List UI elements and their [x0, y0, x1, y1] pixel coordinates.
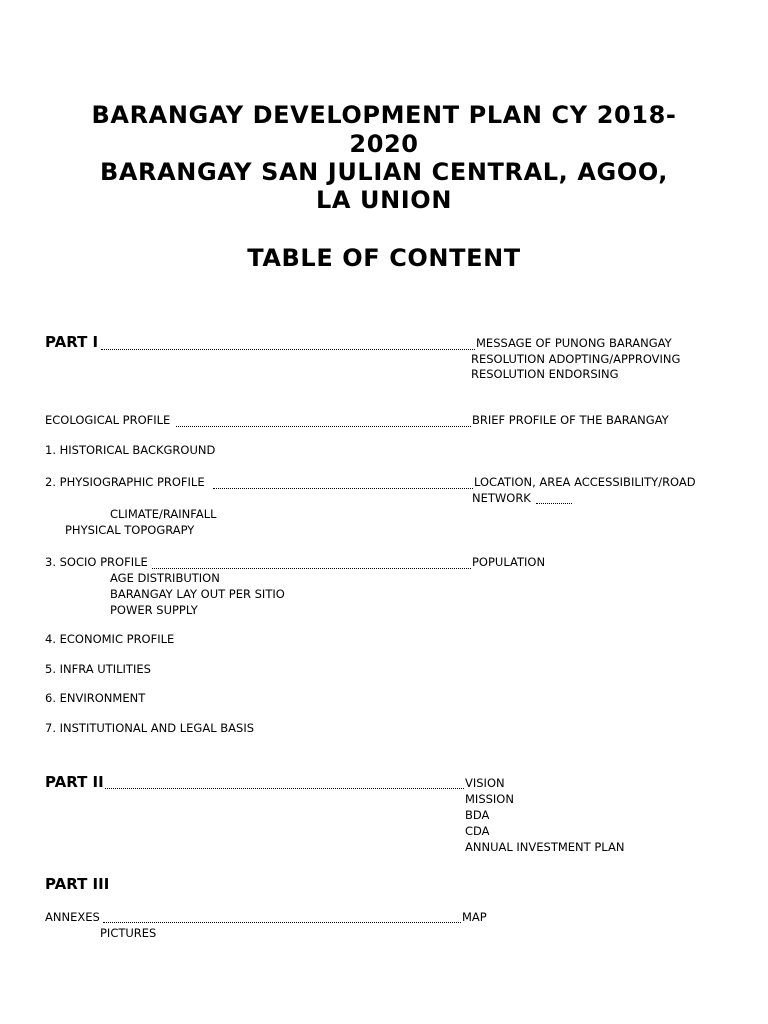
physiographic-subitem: PHYSICAL TOPOGRAPY	[65, 523, 195, 537]
part-2-item: ANNUAL INVESTMENT PLAN	[465, 840, 625, 854]
part-2-label: PART II	[45, 773, 104, 791]
ecological-profile-label: ECOLOGICAL PROFILE	[45, 413, 171, 427]
network-leader	[536, 503, 572, 504]
document-subtitle-line-2: LA UNION	[315, 186, 452, 214]
section-label: 6. ENVIRONMENT	[45, 691, 146, 705]
document-subtitle-line-1: BARANGAY SAN JULIAN CENTRAL, AGOO,	[99, 158, 669, 186]
part-2-item: VISION	[465, 776, 505, 790]
part-1-item: MESSAGE OF PUNONG BARANGAY	[476, 336, 672, 350]
socio-subitem: POWER SUPPLY	[110, 603, 198, 617]
annexes-subitem: PICTURES	[100, 926, 157, 940]
physiographic-profile-label: 2. PHYSIOGRAPHIC PROFILE	[45, 475, 205, 489]
annexes-label: ANNEXES	[45, 910, 100, 924]
section-label: 4. ECONOMIC PROFILE	[45, 632, 175, 646]
section-label: 7. INSTITUTIONAL AND LEGAL BASIS	[45, 721, 255, 735]
part-3-label: PART III	[45, 875, 110, 893]
physiographic-item-continued: NETWORK	[472, 491, 531, 505]
socio-profile-label: 3. SOCIO PROFILE	[45, 555, 148, 569]
document-title-line-2: 2020	[349, 130, 419, 158]
part-2-leader	[105, 788, 464, 789]
physiographic-subitem: CLIMATE/RAINFALL	[110, 507, 217, 521]
part-2-item: BDA	[465, 808, 490, 822]
part-1-item: RESOLUTION ADOPTING/APPROVING	[471, 352, 681, 366]
socio-subitem: BARANGAY LAY OUT PER SITIO	[110, 587, 285, 601]
socio-subitem: AGE DISTRIBUTION	[110, 571, 220, 585]
part-1-leader	[101, 349, 475, 350]
document-title-line-1: BARANGAY DEVELOPMENT PLAN CY 2018-	[91, 101, 677, 129]
historical-background-label: 1. HISTORICAL BACKGROUND	[45, 443, 216, 457]
ecological-profile-leader	[176, 426, 471, 427]
toc-heading: TABLE OF CONTENT	[247, 244, 521, 272]
physiographic-item: LOCATION, AREA ACCESSIBILITY/ROAD	[474, 475, 696, 489]
section-label: 5. INFRA UTILITIES	[45, 662, 151, 676]
part-1-label: PART I	[45, 333, 99, 351]
annexes-leader	[103, 922, 461, 923]
physiographic-profile-leader	[213, 488, 473, 489]
socio-profile-item: POPULATION	[472, 555, 546, 569]
annexes-item: MAP	[462, 910, 487, 924]
ecological-profile-item: BRIEF PROFILE OF THE BARANGAY	[472, 413, 669, 427]
part-1-item: RESOLUTION ENDORSING	[471, 367, 619, 381]
part-2-item: CDA	[465, 824, 490, 838]
part-2-item: MISSION	[465, 792, 514, 806]
socio-profile-leader	[152, 568, 471, 569]
